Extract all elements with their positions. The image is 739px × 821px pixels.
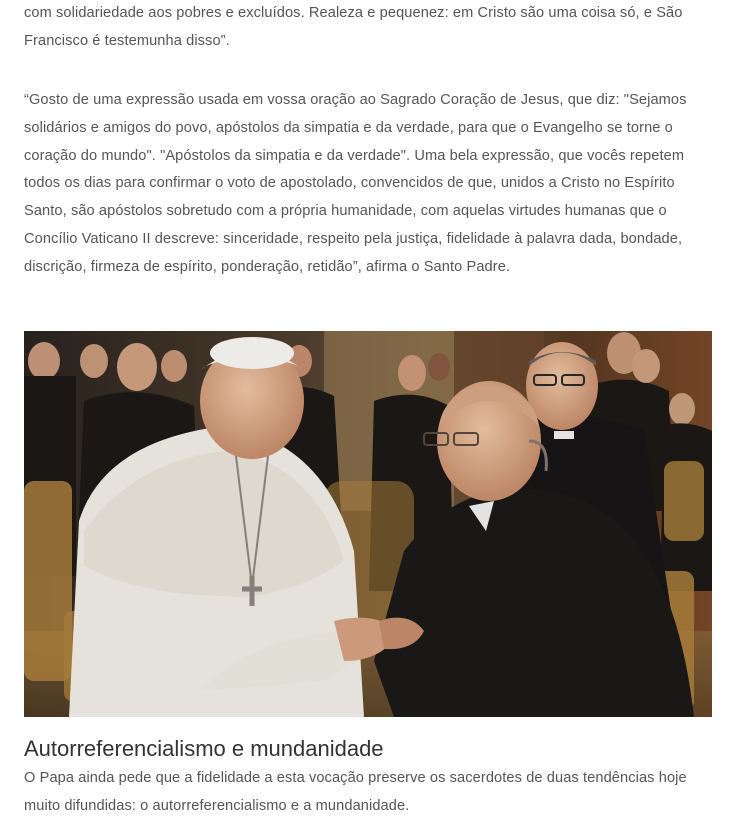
article-quote-paragraph: “Gosto de uma expressão usada em vossa oração ao Sagrado Coração de Jesus, que diz: "Sejamos solidários e amigos do povo, apóstolos da simpatia e da verdade, para que o Evangelho se torne o coração do mundo". "Apóstolos da simpatia e da verdade". Uma bela expressão, que vocês repetem todos os dias para confirmar o voto de apostolado, convencidos de que, unidos a Cristo no Espírito Santo, são apóstolos sobretudo com a própria humanidade, com aquelas virtudes humanas que o Concílio Vaticano II descreve: sinceridade, respeito pela justiça, fidelidade à palavra dada, bondade, discrição, firmeza de espírito, ponderação, retidão”, afirma o Santo Padre. (24, 92, 687, 275)
article-paragraph: O Papa ainda pede que a fidelidade a esta vocação preserve os sacerdotes de duas tendências hoje muito difundidas: o autorreferencialismo e a mundanidade. (24, 770, 687, 814)
article-paragraph: com solidariedade aos pobres e excluídos. Realeza e pequenez: em Cristo são uma coisa só, e São Francisco é testemunha disso”. (24, 5, 683, 49)
article-photo (24, 331, 712, 717)
section-heading: Autorreferencialismo e mundanidade (24, 736, 384, 761)
